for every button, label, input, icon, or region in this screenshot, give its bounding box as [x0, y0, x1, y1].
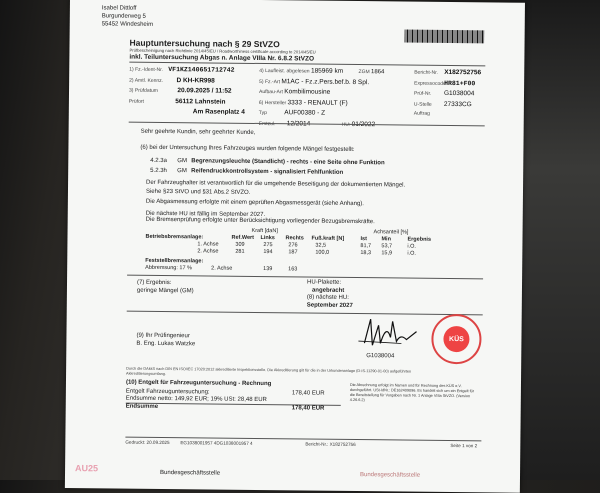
document-subtitle: Prüfbescheinigung nach Richtlinie 2014/45/EU / Roadworthiness certificate according to 2014/45/EU [129, 47, 316, 55]
plakette-block [307, 279, 353, 309]
note-line: Der Fahrzeughalter ist verantwortlich für die umgehende Beseitigung der dokumentierten Mängel. [146, 179, 406, 189]
bottom-label: AU25 [75, 463, 99, 474]
vehicle-left-row: 3) Prüfdatum 20.09.2025 / 11:52 [129, 87, 232, 95]
invoice-sum-label: Endsumme [125, 403, 159, 410]
brake-intro: Die Bremsenprüfung erfolgte unter Berücksichtigung vorliegender Bezugsbremskräfte. [145, 216, 375, 226]
next-hu-label: (8) nächste HU: [306, 294, 349, 301]
kues-stamp-label: KÜS [443, 326, 469, 352]
footer-page: Seite 1 von 2 [450, 443, 478, 449]
bottom-office-right: Bundesgeschäftsstelle [359, 472, 421, 479]
plakette-value: angebracht [311, 287, 345, 294]
result-label: (7) Ergebnis: [136, 279, 172, 287]
owner-name: Isabel Dittloff [101, 5, 137, 12]
vehicle-mid-row: 4) Laufleist. abgelesen 185969 km ZGM 1864 [259, 67, 385, 76]
vehicle-mid-block [259, 66, 385, 130]
vehicle-right-row: Prüf-Nr. G1038004 [413, 89, 475, 98]
invoice-title: (10) Entgelt für Fahrzeuguntersuchung - Rechnung [125, 379, 272, 388]
invoice-note: Die Abrechnung erfolgt im Namen und für Rechnung des KÜS e.V. durchgeführt. USt-IdNr.: DE162409096. Es handelt sich um ein Entgelt für die Bereitstellung für Vorgaben nach Nr. 1 Anlage VIIIa StVZO. (Version 4.26.6.2) [349, 382, 475, 403]
footer-id: EG1038001957 4DG1038001957 4 [180, 440, 253, 446]
next-hu-value: September 2027 [306, 301, 353, 309]
vehicle-right-row: ExpressocodeHR81+F00 [414, 79, 476, 87]
brake-row: 2. Achse 281 194 187 100,0 18,3 15,9 i.O. [197, 248, 416, 257]
footer-printed: Gedruckt: 20.09.2025 [125, 439, 170, 446]
invoice-line1-value: 178,40 EUR [291, 390, 325, 397]
vehicle-right-row: Auftrag [413, 110, 430, 117]
defect-item: 5.2.3h GM Reifendruckkontrollsystem - signalisiert Fehlfunktion [150, 167, 344, 176]
brake-header: Fuß.kraft [N] [311, 235, 345, 242]
brake-header: Ist [360, 236, 367, 243]
result-block [137, 279, 194, 296]
vehicle-mid-row: 6) Hersteller 3333 - RENAULT (F) [258, 98, 348, 107]
brake-header: Links [260, 235, 275, 242]
vehicle-mid-row: Typ AUF00380 - Z [258, 109, 326, 117]
brake-fest-row: Abbremsung: 17 % 2. Achse 139 163 [145, 264, 298, 273]
vehicle-mid-row: Aufbau-Art Kombilimousine [258, 88, 331, 96]
greeting: Sehr geehrte Kundin, sehr geehrter Kunde, [140, 128, 256, 136]
vehicle-mid-row: 5) Fz.-Art M1AC - Fz.z.Pers.bef.b. 8 Spl. [259, 77, 370, 86]
vehicle-left-row: 2) Amtl. Kennz. D KH-KR998 [129, 76, 215, 85]
vehicle-right-row: U-Stelle 27333CG [413, 100, 472, 108]
owner-city: 55452 Windesheim [101, 21, 154, 28]
barcode [405, 30, 485, 44]
defect-item: 4.2.3a GM Begrenzungsleuchte (Standlicht) - rechts - eine Seite ohne Funktion [150, 157, 385, 167]
footer-report: Bericht-Nr.: X182752756 [305, 441, 356, 448]
brake-group-force: Kraft [daN] [251, 227, 278, 235]
result-value: geringe Mängel (GM) [136, 287, 194, 295]
inspection-certificate [65, 0, 525, 493]
inspector-id: G1038004 [366, 353, 395, 360]
inspector-block [136, 332, 195, 349]
signature [356, 313, 431, 359]
inspector-label: (9) Ihr Prüfingenieur [136, 332, 190, 340]
vehicle-right-block [414, 68, 481, 120]
defects-intro: (6) bei der Untersuchung Ihres Fahrzeuges wurden folgende Mängel festgestellt: [140, 144, 355, 153]
vehicle-left-row: Am Rasenplatz 4 [192, 108, 245, 116]
note-line: Siehe §23 StVO und §31 Abs.2 StVZO. [145, 188, 251, 196]
brake-header: Ergebnis [407, 236, 432, 243]
note-line: Die nächste HU ist fällig im September 2027. [145, 210, 266, 218]
brake-header: Ref.Wert [231, 234, 255, 241]
document-subtitle-exhaust: inkl. Teiluntersuchung Abgas n. Anlage VIIIa Nr. 6.8.2 StVZO [129, 53, 315, 63]
brake-group-axle: Achsanteil [%] [373, 229, 409, 236]
note-line: Die Abgasmessung erfolgte mit einem geprüften Abgasmessgerät (siehe Anhang). [145, 198, 365, 208]
brake-fest-label: Feststellbremsanlage: [145, 257, 204, 265]
brake-row: 1. Achse 309 275 276 32,5 81,7 53,7 i.O. [197, 241, 417, 250]
accreditation-text: Durch die DAkkS nach DIN EN ISO/IEC 17020:2012 akkreditierte Inspektionsstelle. Die Akkreditierung gilt für die in der Urkundenanlage (D-IS-11290-01-00) aufgeführten Akkreditierungsumfang. [126, 366, 412, 377]
vehicle-left-row: Prüfort 56112 Lahnstein [128, 97, 226, 106]
vehicle-right-row: Bericht-Nr. X182752756 [414, 68, 482, 77]
invoice-line1-label: Entgelt Fahrzeuguntersuchung: [125, 388, 210, 396]
brake-header: Min [381, 236, 392, 243]
invoice-sum-value: 178,40 EUR [291, 405, 325, 412]
plakette-label: HU-Plakette: [307, 279, 342, 286]
kues-stamp [431, 314, 482, 365]
brake-header: Rechts [285, 235, 304, 242]
inspector-name: B. Eng. Lukas Watzke [136, 340, 196, 348]
invoice-line2: Endsumme netto: 149,92 EUR; 19% USt: 28,48 EUR [125, 395, 267, 404]
owner-street: Burgunderweg 5 [101, 13, 146, 20]
defects-list [150, 156, 385, 178]
vehicle-mid-row: Erstzul. 12/2014 HU: 01/2022 [258, 119, 376, 128]
bottom-office: Bundesgeschäftsstelle [159, 469, 221, 477]
document-title: Hauptuntersuchung nach § 29 StVZO [129, 37, 280, 50]
owner-address [102, 4, 154, 29]
vehicle-left-block [129, 65, 246, 119]
brake-header: Betriebsbremsanlage: [145, 233, 204, 241]
divider [125, 437, 481, 442]
vehicle-left-row: 1) Fz.-Ident-Nr. VF1KZ140651712742 [129, 66, 235, 74]
notes [146, 179, 406, 221]
